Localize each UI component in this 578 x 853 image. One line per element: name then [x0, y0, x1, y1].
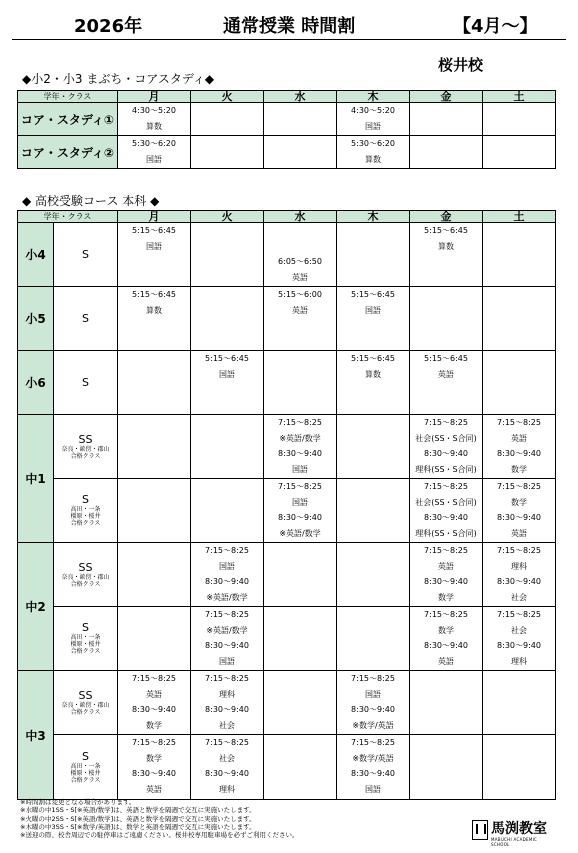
- schedule-line: 7:15～8:25: [132, 674, 176, 683]
- class-label: [54, 415, 118, 479]
- core-study-table: [17, 90, 556, 169]
- schedule-cell: [410, 351, 483, 415]
- schedule-line: 8:30～9:40: [205, 577, 249, 586]
- schedule-line: 英語: [438, 561, 455, 571]
- schedule-line: 数学: [511, 497, 528, 507]
- schedule-cell: [264, 607, 337, 671]
- day-header: 金: [410, 211, 483, 223]
- schedule-cell: [118, 287, 191, 351]
- course-row: [18, 479, 556, 543]
- schedule-cell: [118, 607, 191, 671]
- schedule-line: 5:30～6:20: [132, 139, 176, 148]
- schedule-line: 数学: [146, 720, 163, 730]
- schedule-cell: [483, 543, 556, 607]
- class-name: SS: [78, 560, 93, 574]
- schedule-line: 7:15～8:25: [424, 610, 468, 619]
- schedule-line: 4:30～5:20: [351, 106, 395, 115]
- schedule-line: 5:15～6:45: [351, 290, 395, 299]
- schedule-line: 8:30～9:40: [497, 513, 541, 522]
- schedule-cell: [191, 103, 264, 136]
- class-name: S: [82, 493, 89, 506]
- schedule-cell: [264, 735, 337, 800]
- grade-label: 小4: [18, 223, 54, 287]
- schedule-cell: [264, 479, 337, 543]
- schedule-line: ※英語/数学: [206, 625, 248, 635]
- schedule-line: 5:15～6:45: [205, 354, 249, 363]
- course-row: [18, 287, 556, 351]
- schedule-cell: [410, 543, 483, 607]
- schedule-line: ※英語/数学: [279, 528, 321, 538]
- class-note: 橿原・桜井: [70, 513, 101, 520]
- schedule-cell: [191, 671, 264, 735]
- schedule-cell: [191, 479, 264, 543]
- schedule-line: 英語: [511, 433, 528, 443]
- schedule-line: 数学: [146, 753, 163, 763]
- schedule-line: 英語: [292, 305, 309, 315]
- schedule-cell: [337, 735, 410, 800]
- schedule-cell: [118, 103, 191, 136]
- schedule-cell: [191, 136, 264, 169]
- day-header: 火: [191, 91, 264, 103]
- schedule-cell: [337, 223, 410, 287]
- schedule-line: 算数: [365, 155, 381, 164]
- schedule-cell: [483, 415, 556, 479]
- schedule-line: 7:15～8:25: [205, 610, 249, 619]
- schedule-line: ※英語/数学: [206, 592, 248, 602]
- schedule-line: 数学: [438, 592, 455, 602]
- schedule-cell: [410, 607, 483, 671]
- schedule-cell: [337, 479, 410, 543]
- schedule-line: 社会(SS・S合同): [415, 433, 477, 443]
- schedule-cell: [264, 136, 337, 169]
- schedule-line: 8:30～9:40: [132, 705, 176, 714]
- schedule-cell: [410, 136, 483, 169]
- class-label: [54, 607, 118, 671]
- class-label: [54, 543, 118, 607]
- note-line: ※木曜の中3SS・S[※数学/英語]は、数学と英語を隔週で交互に実施いたします。: [20, 822, 256, 831]
- schedule-line: 理科(SS・S合同): [415, 464, 477, 474]
- grade-label: 小6: [18, 351, 54, 415]
- schedule-cell: [337, 415, 410, 479]
- schedule-line: 8:30～9:40: [278, 513, 322, 522]
- grade-label: 中3: [18, 671, 54, 800]
- schedule-cell: [337, 351, 410, 415]
- schedule-cell: [483, 607, 556, 671]
- schedule-cell: [410, 479, 483, 543]
- class-label: [54, 479, 118, 543]
- schedule-cell: [337, 287, 410, 351]
- schedule-cell: [483, 223, 556, 287]
- schedule-line: 7:15～8:25: [497, 418, 541, 427]
- course-row: [18, 671, 556, 735]
- course-row: [18, 415, 556, 479]
- schedule-line: 7:15～8:25: [278, 482, 322, 491]
- day-header: 火: [191, 211, 264, 223]
- course-row: [18, 351, 556, 415]
- grade-class-header: 学年・クラス: [18, 211, 118, 223]
- schedule-line: 理科: [511, 656, 528, 666]
- schedule-cell: [410, 287, 483, 351]
- schedule-cell: [191, 415, 264, 479]
- core-row: [18, 103, 556, 136]
- day-header: 木: [337, 211, 410, 223]
- course-row: [18, 607, 556, 671]
- schedule-line: 社会: [219, 720, 236, 730]
- day-header: 土: [483, 91, 556, 103]
- schedule-line: 7:15～8:25: [424, 482, 468, 491]
- class-name: S: [82, 311, 89, 325]
- note-line: ※送迎の際、校舎周辺での駐停車はご遠慮ください。桜井校専用駐車場を必ずご利用ください。: [20, 831, 299, 840]
- schedule-line: 7:15～8:25: [132, 738, 176, 747]
- schedule-line: 7:15～8:25: [205, 546, 249, 555]
- schedule-cell: [191, 223, 264, 287]
- schedule-line: 理科(SS・S合同): [415, 528, 477, 538]
- class-name: S: [82, 247, 89, 261]
- schedule-line: 国語: [146, 155, 162, 164]
- schedule-cell: [337, 607, 410, 671]
- class-label: [54, 735, 118, 800]
- class-name: S: [82, 375, 89, 389]
- logo-subtitle: MABUCHI ACADEMIC SCHOOL: [491, 837, 538, 847]
- schedule-line: 英語: [146, 689, 163, 699]
- schedule-line: 国語: [292, 464, 309, 474]
- schedule-cell: [264, 103, 337, 136]
- schedule-line: 社会: [219, 753, 236, 763]
- class-note: 高田・一条: [70, 634, 101, 641]
- schedule-line: 5:15～6:45: [424, 354, 468, 363]
- class-note: 高田・一条: [70, 506, 101, 513]
- schedule-cell: [337, 671, 410, 735]
- schedule-line: 英語: [292, 272, 309, 282]
- schedule-line: ※数学/英語: [352, 720, 394, 730]
- class-name: SS: [78, 688, 93, 702]
- schedule-line: 7:15～8:25: [497, 546, 541, 555]
- schedule-line: 7:15～8:25: [205, 674, 249, 683]
- schedule-line: 8:30～9:40: [424, 641, 468, 650]
- schedule-cell: [191, 607, 264, 671]
- schedule-line: 数学: [438, 625, 455, 635]
- schedule-line: 国語: [292, 497, 309, 507]
- schedule-line: 7:15～8:25: [424, 418, 468, 427]
- schedule-cell: [191, 287, 264, 351]
- grade-label: 中1: [18, 415, 54, 543]
- schedule-line: 国語: [365, 784, 382, 794]
- schedule-cell: [483, 287, 556, 351]
- schedule-line: 国語: [219, 369, 236, 379]
- schedule-cell: [118, 415, 191, 479]
- day-header: 水: [264, 91, 337, 103]
- schedule-cell: [118, 351, 191, 415]
- class-label: [54, 351, 118, 415]
- schedule-line: 7:15～8:25: [497, 482, 541, 491]
- logo: [472, 818, 554, 846]
- schedule-line: 社会: [511, 625, 528, 635]
- schedule-line: 英語: [438, 369, 455, 379]
- page-title: 通常授業 時間割: [223, 16, 356, 37]
- class-note: 合格クラス: [70, 580, 101, 588]
- schedule-line: [264, 239, 336, 255]
- grade-label: 中2: [18, 543, 54, 671]
- schedule-line: 8:30～9:40: [497, 641, 541, 650]
- schedule-line: 7:15～8:25: [278, 418, 322, 427]
- core-class-label: コア・スタディ①: [18, 103, 118, 136]
- class-note: 合格クラス: [70, 708, 101, 716]
- schedule-cell: [410, 223, 483, 287]
- schedule-line: 7:15～8:25: [424, 546, 468, 555]
- day-header: 金: [410, 91, 483, 103]
- class-label: [54, 287, 118, 351]
- schedule-cell: [483, 351, 556, 415]
- schedule-line: 国語: [219, 656, 236, 666]
- schedule-cell: [410, 103, 483, 136]
- schedule-line: 理科: [219, 784, 236, 794]
- logo-name: 馬渕教室: [491, 821, 547, 837]
- day-header: 月: [118, 91, 191, 103]
- schedule-line: 理科: [219, 689, 236, 699]
- header-row: [18, 91, 556, 103]
- schedule-line: 8:30～9:40: [205, 769, 249, 778]
- schedule-line: 5:15～6:45: [132, 290, 176, 299]
- schedule-cell: [191, 543, 264, 607]
- schedule-line: 7:15～8:25: [497, 610, 541, 619]
- schedule-line: 8:30～9:40: [424, 449, 468, 458]
- schedule-line: 6:05～6:50: [278, 257, 322, 266]
- schedule-line: 8:30～9:40: [497, 577, 541, 586]
- note-line: ※水曜の中1SS・S[※英語/数学]は、英語と数学を隔週で交互に実施いたします。: [20, 806, 256, 815]
- class-note: 高田・一条: [70, 762, 101, 770]
- course-row: [18, 223, 556, 287]
- schedule-line: 社会: [511, 592, 528, 602]
- schedule-line: 5:15～6:45: [351, 354, 395, 363]
- year: 2026年: [74, 16, 143, 37]
- schedule-line: 国語: [219, 561, 236, 571]
- schedule-line: 8:30～9:40: [278, 449, 322, 458]
- class-note: 合格クラス: [70, 776, 101, 784]
- class-label: [54, 671, 118, 735]
- schedule-line: 5:15～6:45: [132, 226, 176, 235]
- note-line: ※時間割は変更となる場合があります。: [20, 798, 136, 806]
- schedule-cell: [191, 735, 264, 800]
- period: 【4月～】: [453, 16, 538, 37]
- schedule-line: 8:30～9:40: [351, 705, 395, 714]
- class-note: 奈良・畝傍・郡山: [61, 701, 110, 709]
- schedule-cell: [264, 351, 337, 415]
- class-note: 奈良・畝傍・郡山: [61, 445, 110, 453]
- schedule-line: 数学: [511, 464, 528, 474]
- section2-title: ◆ 高校受験コース 本科 ◆: [22, 194, 160, 208]
- schedule-cell: [337, 543, 410, 607]
- schedule-line: 英語: [438, 656, 455, 666]
- schedule-line: 算数: [146, 122, 162, 131]
- notes: [20, 798, 298, 839]
- schedule-line: 8:30～9:40: [424, 513, 468, 522]
- school-name: 桜井校: [438, 56, 484, 74]
- title-underline: [12, 39, 566, 40]
- schedule-line: 8:30～9:40: [205, 641, 249, 650]
- class-name: S: [82, 621, 89, 634]
- schedule-cell: [264, 671, 337, 735]
- schedule-line: 5:15～6:45: [424, 226, 468, 235]
- schedule-line: 5:30～6:20: [351, 139, 395, 148]
- class-note: 合格クラス: [70, 520, 101, 527]
- schedule-line: [264, 223, 336, 239]
- schedule-line: 8:30～9:40: [132, 769, 176, 778]
- schedule-line: 国語: [365, 305, 382, 315]
- schedule-cell: [410, 415, 483, 479]
- schedule-line: 7:15～8:25: [351, 738, 395, 747]
- schedule-line: ※数学/英語: [352, 753, 394, 763]
- schedule-cell: [337, 103, 410, 136]
- main-course-table: [17, 210, 556, 800]
- core-class-label: コア・スタディ②: [18, 136, 118, 169]
- class-note: 橿原・桜井: [70, 641, 101, 648]
- schedule-line: 8:30～9:40: [424, 577, 468, 586]
- schedule-line: 国語: [146, 241, 163, 251]
- schedule-line: ※英語/数学: [279, 433, 321, 443]
- day-header: 土: [483, 211, 556, 223]
- schedule-line: 国語: [365, 689, 382, 699]
- schedule-cell: [483, 479, 556, 543]
- schedule-cell: [264, 543, 337, 607]
- schedule-cell: [191, 351, 264, 415]
- day-header: 月: [118, 211, 191, 223]
- course-row: [18, 735, 556, 800]
- class-note: 橿原・桜井: [70, 769, 101, 777]
- class-label: [54, 223, 118, 287]
- schedule-cell: [483, 671, 556, 735]
- course-row: [18, 543, 556, 607]
- schedule-line: 算数: [146, 305, 163, 315]
- schedule-cell: [483, 103, 556, 136]
- schedule-cell: [118, 479, 191, 543]
- schedule-cell: [410, 735, 483, 800]
- logo-mark-icon: [472, 820, 488, 840]
- class-note: 奈良・畝傍・郡山: [61, 573, 110, 581]
- schedule-cell: [118, 223, 191, 287]
- schedule-line: 7:15～8:25: [205, 738, 249, 747]
- schedule-cell: [337, 136, 410, 169]
- core-row: [18, 136, 556, 169]
- class-name: S: [82, 749, 89, 763]
- schedule-line: 8:30～9:40: [205, 705, 249, 714]
- schedule-line: 8:30～9:40: [351, 769, 395, 778]
- schedule-cell: [118, 671, 191, 735]
- schedule-cell: [118, 735, 191, 800]
- header-row: [18, 211, 556, 223]
- schedule-line: 7:15～8:25: [351, 674, 395, 683]
- schedule-cell: [264, 415, 337, 479]
- class-note: 合格クラス: [70, 452, 101, 460]
- schedule-cell: [118, 543, 191, 607]
- class-note: 合格クラス: [70, 648, 101, 655]
- schedule-line: 4:30～5:20: [132, 106, 176, 115]
- schedule-line: 国語: [365, 122, 381, 131]
- schedule-line: 8:30～9:40: [497, 449, 541, 458]
- schedule-line: 英語: [511, 528, 528, 538]
- class-name: SS: [78, 432, 93, 446]
- schedule-cell: [483, 136, 556, 169]
- schedule-cell: [483, 735, 556, 800]
- grade-label: 小5: [18, 287, 54, 351]
- day-header: 木: [337, 91, 410, 103]
- note-line: ※火曜の中2SS・S[※英語/数学]は、英語と数学を隔週で交互に実施いたします。: [20, 814, 256, 823]
- schedule-cell: [264, 223, 337, 287]
- schedule-line: 英語: [146, 784, 163, 794]
- section1-title: ◆小2・小3 まぶち・コアスタディ◆: [22, 72, 215, 86]
- schedule-line: 5:15～6:00: [278, 290, 322, 299]
- day-header: 水: [264, 211, 337, 223]
- schedule-cell: [410, 671, 483, 735]
- schedule-cell: [264, 287, 337, 351]
- schedule-line: 社会(SS・S合同): [415, 497, 477, 507]
- schedule-line: 理科: [511, 561, 528, 571]
- grade-class-header: 学年・クラス: [18, 91, 118, 103]
- schedule-line: 算数: [438, 241, 455, 251]
- page-header: [0, 12, 578, 38]
- schedule-line: 算数: [365, 369, 382, 379]
- schedule-cell: [118, 136, 191, 169]
